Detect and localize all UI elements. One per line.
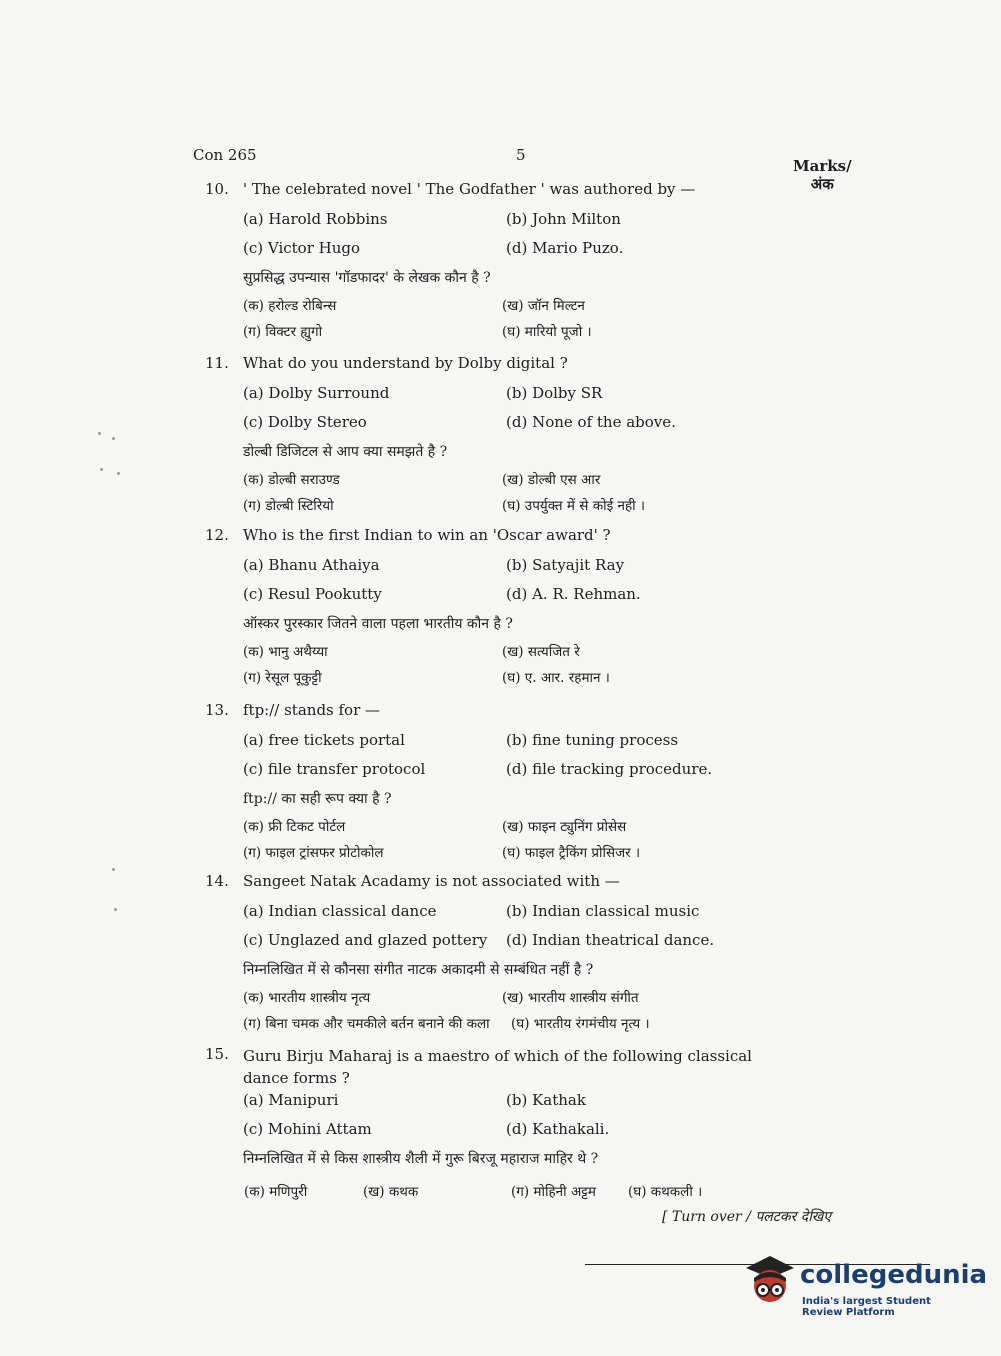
question-number: 12.: [205, 526, 229, 544]
option-d: (d) file tracking procedure.: [506, 760, 713, 778]
option-c: (c) Victor Hugo: [243, 239, 361, 257]
scan-speck: [112, 437, 115, 440]
collegedunia-logo: [740, 1252, 988, 1318]
scan-speck: [114, 908, 117, 911]
option-ga: (ग) रेसूल पूकुट्टी: [243, 670, 322, 686]
option-b: (b) Indian classical music: [506, 902, 700, 920]
option-kha: (ख) डोल्बी एस आर: [502, 472, 601, 488]
option-gha: (घ) फाइल ट्रैकिंग प्रोसिजर ।: [502, 845, 641, 861]
option-ka: (क) मणिपुरी: [244, 1184, 308, 1200]
option-c: (c) Mohini Attam: [243, 1120, 372, 1138]
question-text-hindi: निम्नलिखित में से कौनसा संगीत नाटक अकादमी से सम्बंधित नहीं है ?: [243, 962, 594, 978]
turn-over-note: [ Turn over / पलटकर देखिए: [662, 1209, 832, 1225]
option-b: (b) Dolby SR: [506, 384, 603, 402]
option-c: (c) Resul Pookutty: [243, 585, 382, 603]
option-gha: (घ) उपर्युक्त में से कोई नही ।: [502, 498, 646, 514]
option-b: (b) John Milton: [506, 210, 621, 228]
option-ka: (क) डोल्बी सराउण्ड: [243, 472, 340, 488]
option-b: (b) Kathak: [506, 1091, 586, 1109]
option-ga: (ग) फाइल ट्रांसफर प्रोटोकोल: [243, 845, 384, 861]
question-text-hindi: डोल्बी डिजिटल से आप क्या समझते है ?: [243, 444, 448, 460]
option-ga: (ग) विक्टर ह्युगो: [243, 324, 323, 340]
question-text-hindi: ftp:// का सही रूप क्या है ?: [243, 791, 392, 807]
question-text: Sangeet Natak Acadamy is not associated with —: [243, 872, 620, 890]
question-15: [200, 1045, 800, 1208]
question-text: What do you understand by Dolby digital ?: [243, 354, 568, 372]
logo-name: collegedunia: [800, 1260, 988, 1290]
option-kha: (ख) फाइन ट्युनिंग प्रोसेस: [502, 819, 627, 835]
option-c: (c) Dolby Stereo: [243, 413, 367, 431]
question-13: [200, 701, 800, 869]
option-a: (a) Harold Robbins: [243, 210, 388, 228]
option-ka: (क) फ्री टिकट पोर्टल: [243, 819, 346, 835]
marks-label: Marks/: [793, 157, 852, 175]
option-a: (a) free tickets portal: [243, 731, 405, 749]
option-kha: (ख) सत्यजित रे: [502, 644, 580, 660]
question-number: 13.: [205, 701, 229, 719]
question-14: [200, 872, 800, 1040]
option-c: (c) file transfer protocol: [243, 760, 426, 778]
option-ka: (क) भानु अथैय्या: [243, 644, 328, 660]
option-c: (c) Unglazed and glazed pottery: [243, 931, 488, 949]
option-b: (b) fine tuning process: [506, 731, 679, 749]
scan-speck: [100, 468, 103, 471]
option-gha: (घ) भारतीय रंगमंचीय नृत्य ।: [511, 1016, 650, 1032]
option-d: (d) Indian theatrical dance.: [506, 931, 715, 949]
question-text: Guru Birju Maharaj is a maestro of which of the following classical dance forms ?: [243, 1047, 752, 1087]
option-ga: (ग) मोहिनी अट्टम: [511, 1184, 596, 1200]
question-text: ftp:// stands for —: [243, 701, 381, 719]
option-d: (d) Kathakali.: [506, 1120, 610, 1138]
question-text-hindi: ऑस्कर पुरस्कार जितने वाला पहला भारतीय कौन है ?: [243, 616, 513, 632]
option-ga: (ग) डोल्बी स्टिरियो: [243, 498, 334, 514]
marks-label-hindi: अंक: [810, 175, 834, 193]
scan-speck: [112, 868, 115, 871]
option-d: (d) Mario Puzo.: [506, 239, 624, 257]
option-kha: (ख) कथक: [363, 1184, 419, 1200]
option-gha: (घ) मारियो पूजो ।: [502, 324, 592, 340]
option-ga: (ग) बिना चमक और चमकीले बर्तन बनाने की कला: [243, 1016, 490, 1032]
option-a: (a) Bhanu Athaiya: [243, 556, 380, 574]
question-text: ' The celebrated novel ' The Godfather ' was authored by —: [243, 180, 696, 198]
question-11: [200, 354, 800, 522]
question-number: 15.: [205, 1045, 229, 1063]
option-d: (d) A. R. Rehman.: [506, 585, 641, 603]
option-kha: (ख) भारतीय शास्त्रीय संगीत: [502, 990, 639, 1006]
marks-heading: [793, 157, 852, 193]
paper-code: Con 265: [193, 146, 257, 164]
option-a: (a) Indian classical dance: [243, 902, 437, 920]
scan-speck: [98, 432, 101, 435]
question-number: 11.: [205, 354, 229, 372]
option-a: (a) Dolby Surround: [243, 384, 390, 402]
option-gha: (घ) कथकली ।: [628, 1184, 703, 1200]
logo-tagline: India's largest Student Review Platform: [802, 1296, 931, 1318]
question-number: 10.: [205, 180, 229, 198]
option-ka: (क) हरोल्ड रोबिन्स: [243, 298, 337, 314]
page-number: 5: [516, 146, 526, 164]
question-text: Who is the first Indian to win an 'Oscar award' ?: [243, 526, 611, 544]
option-kha: (ख) जॉन मिल्टन: [502, 298, 585, 314]
question-10: [200, 180, 800, 348]
question-number: 14.: [205, 872, 229, 890]
question-text-hindi: निम्नलिखित में से किस शास्त्रीय शैली में गुरू बिरजू महाराज माहिर थे ?: [243, 1151, 599, 1167]
option-d: (d) None of the above.: [506, 413, 676, 431]
option-b: (b) Satyajit Ray: [506, 556, 625, 574]
mascot-icon: [740, 1252, 798, 1312]
option-a: (a) Manipuri: [243, 1091, 339, 1109]
option-gha: (घ) ए. आर. रहमान ।: [502, 670, 610, 686]
question-12: [200, 526, 800, 694]
scan-speck: [117, 472, 120, 475]
option-ka: (क) भारतीय शास्त्रीय नृत्य: [243, 990, 371, 1006]
question-text-hindi: सुप्रसिद्ध उपन्यास 'गॉडफादर' के लेखक कौन है ?: [243, 270, 491, 286]
